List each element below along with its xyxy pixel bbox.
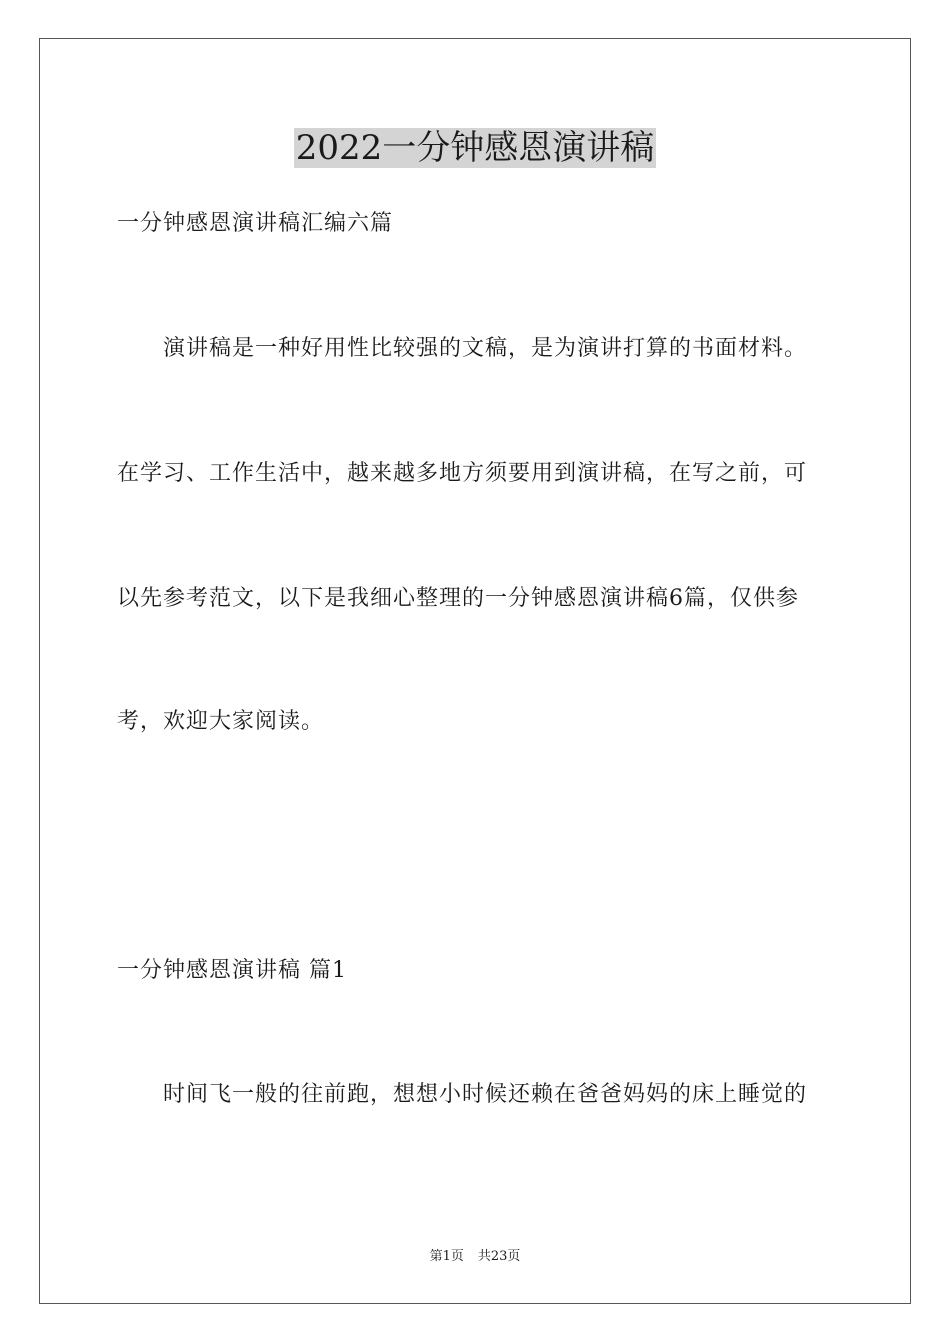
intro-line-4: 考，欢迎大家阅读。 <box>117 709 325 734</box>
intro-line-1: 演讲稿是一种好用性比较强的文稿，是为演讲打算的书面材料。 <box>163 336 808 361</box>
total-pages: 共23页 <box>477 1249 521 1264</box>
page-footer <box>0 1248 950 1266</box>
page-number: 第1页 <box>429 1249 464 1264</box>
intro-line-3: 以先参考范文，以下是我细心整理的一分钟感恩演讲稿6篇，仅供参 <box>117 586 799 611</box>
document-title <box>0 126 950 170</box>
document-title-text: 2022一分钟感恩演讲稿 <box>295 128 655 168</box>
intro-line-2: 在学习、工作生活中，越来越多地方须要用到演讲稿，在写之前，可 <box>117 461 808 486</box>
section-heading: 一分钟感恩演讲稿 篇1 <box>117 958 347 983</box>
document-subtitle: 一分钟感恩演讲稿汇编六篇 <box>117 211 394 236</box>
section-first-line: 时间飞一般的往前跑，想想小时候还赖在爸爸妈妈的床上睡觉的 <box>163 1082 808 1107</box>
